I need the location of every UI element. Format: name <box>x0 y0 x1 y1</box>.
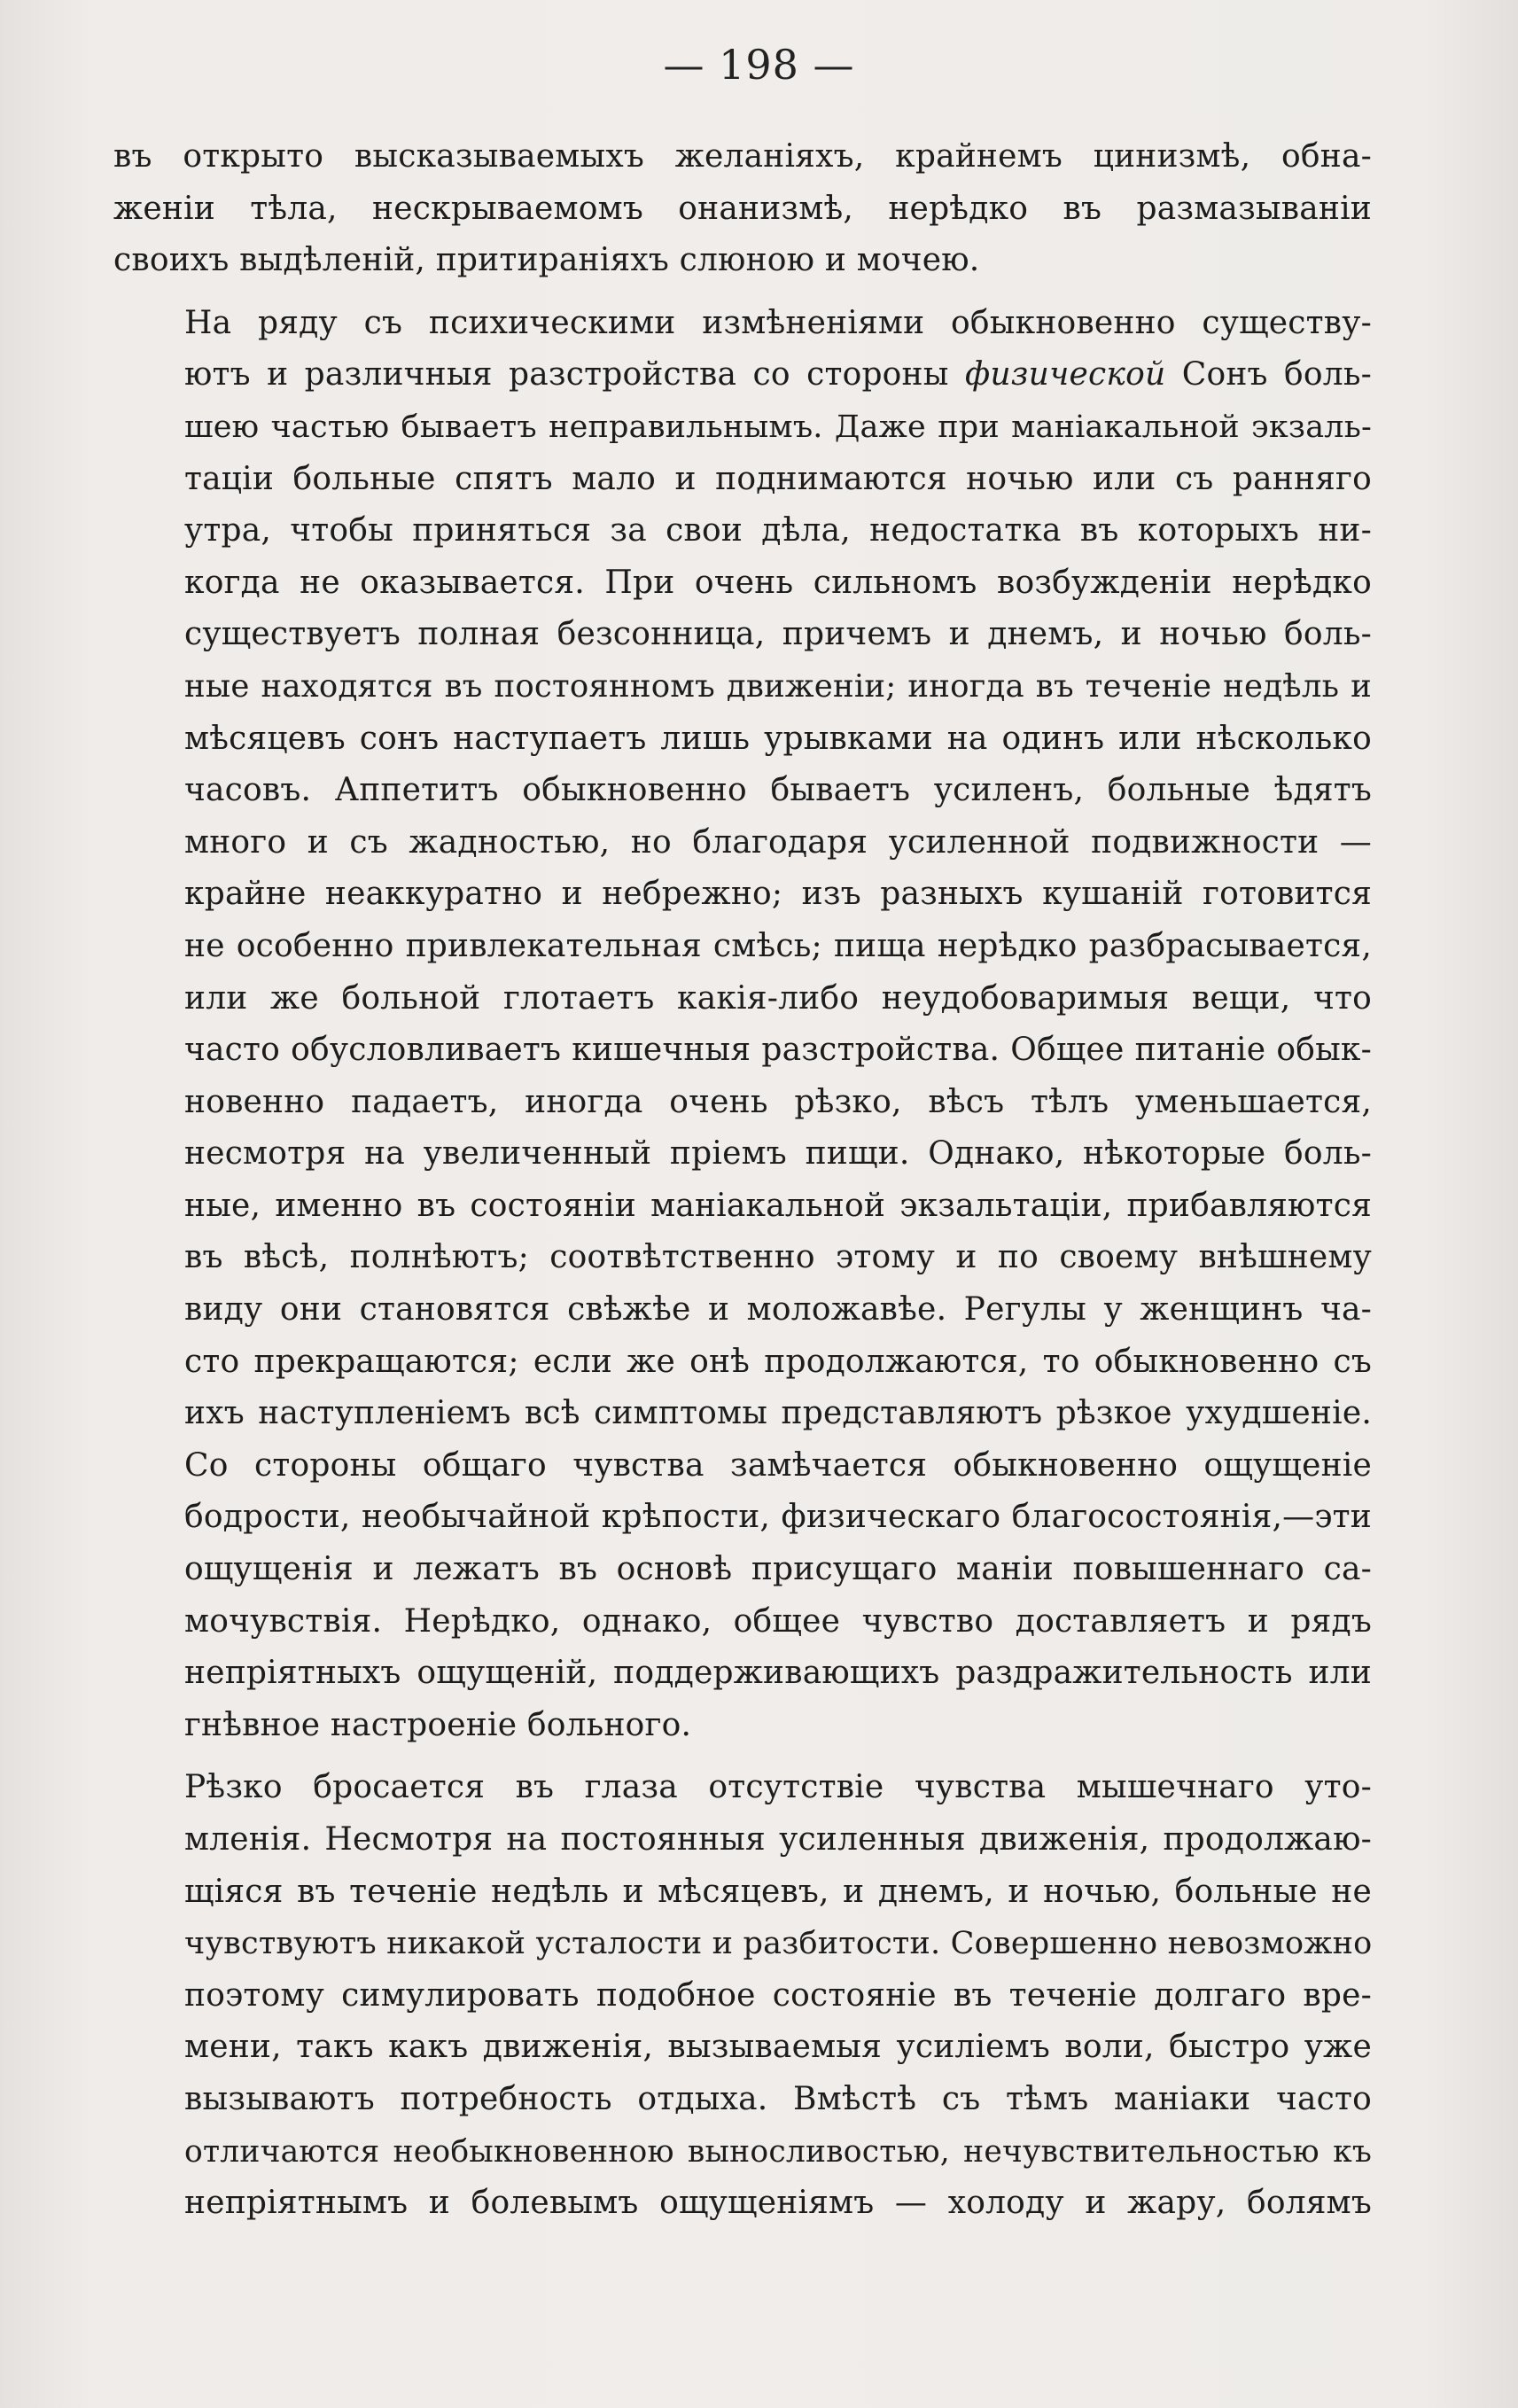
text-line: несмотря на увеличенный пріемъ пищи. Однако, нѣкоторые боль- <box>184 1135 1372 1173</box>
paragraph-1 <box>113 131 1372 287</box>
text-line: въ открыто высказываемыхъ желаніяхъ, крайнемъ цинизмѣ, обна- <box>113 138 1372 175</box>
text-line: утра, чтобы приняться за свои дѣла, недостатка въ которыхъ ни- <box>184 512 1372 549</box>
text-line: ные находятся въ постоянномъ движеніи; иногда въ теченіе недѣль и <box>184 667 1372 705</box>
text-line: таціи больные спятъ мало и поднимаются ночью или съ ранняго <box>184 460 1372 497</box>
text-line: мени, такъ какъ движенія, вызываемыя усиліемъ воли, быстро уже <box>184 2029 1372 2066</box>
text-line: часто обусловливаетъ кишечныя разстройства. Общее питаніе обык- <box>184 1032 1372 1069</box>
body-text <box>113 131 1372 2230</box>
text-line: новенно падаетъ, иногда очень рѣзко, вѣсъ тѣлъ уменьшается, <box>184 1083 1372 1120</box>
text-line: когда не оказывается. При очень сильномъ возбужденіи нерѣдко <box>184 564 1372 601</box>
text-line: мленія. Несмотря на постоянныя усиленныя движенія, продолжаю- <box>184 1821 1372 1858</box>
text-line: ихъ наступленіемъ всѣ симптомы представляютъ рѣзкое ухудшеніе. <box>184 1395 1372 1432</box>
text-line: не особенно привлекательная смѣсь; пища нерѣдко разбрасывается, <box>184 927 1372 964</box>
text-line: чувствуютъ никакой усталости и разбитости. Совершенно невозможно <box>184 1926 1373 1962</box>
paragraph-3 <box>113 1762 1372 2229</box>
text-line: вызываютъ потребность отдыха. Вмѣстѣ съ тѣмъ маніаки часто <box>184 2080 1372 2117</box>
text-line: мочувствія. Нерѣдко, однако, общее чувство доставляетъ и рядъ <box>184 1602 1372 1640</box>
text-line: ютъ и различныя разстройства со стороны физической Сонъ боль- <box>184 356 1372 394</box>
text-line: или же больной глотаетъ какія-либо неудобоваримыя вещи, что <box>184 979 1372 1017</box>
text-line: гнѣвное настроеніе больного. <box>184 1706 692 1743</box>
page-number: — 198 — <box>663 41 855 89</box>
text-line: много и съ жадностью, но благодаря усиленной подвижности — <box>184 823 1372 861</box>
text-line: своихъ выдѣленій, притираніяхъ слюною и мочею. <box>113 242 980 279</box>
text-line: часовъ. Аппетитъ обыкновенно бываетъ усиленъ, больные ѣдятъ <box>184 772 1372 809</box>
text-line: виду они становятся свѣжѣе и моложавѣе. Регулы у женщинъ ча- <box>184 1291 1372 1329</box>
text-line: поэтому симулировать подобное состояніе въ теченіе долгаго вре- <box>184 1976 1372 2014</box>
text-line: отличаются необыкновенною выносливостью, нечувствительностью къ <box>184 2133 1372 2170</box>
text-line: бодрости, необычайной крѣпости, физическаго благосостоянія,—эти <box>184 1499 1372 1536</box>
text-line: крайне неаккуратно и небрежно; изъ разныхъ кушаній готовится <box>184 876 1372 913</box>
text-line: мѣсяцевъ сонъ наступаетъ лишь урывками на одинъ или нѣсколько <box>184 720 1372 757</box>
text-line: На ряду съ психическими измѣненіями обыкновенно существу- <box>184 304 1372 341</box>
text-line: Рѣзко бросается въ глаза отсутствіе чувства мышечнаго уто- <box>184 1769 1372 1806</box>
text-line: непріятныхъ ощущеній, поддерживающихъ раздражительность или <box>184 1655 1372 1692</box>
text-line: женіи тѣла, нескрываемомъ онанизмѣ, нерѣдко въ размазываніи <box>113 190 1372 227</box>
text-line: щіяся въ теченіе недѣль и мѣсяцевъ, и днемъ, и ночью, больные не <box>184 1873 1372 1910</box>
text-line: шею частью бываетъ неправильнымъ. Даже при маніакальной экзаль- <box>184 409 1372 445</box>
text-line: ные, именно въ состояніи маніакальной экзальтаціи, прибавляются <box>184 1187 1372 1224</box>
text-line: Со стороны общаго чувства замѣчается обыкновенно ощущеніе <box>184 1446 1372 1484</box>
text-line: существуетъ полная безсонница, причемъ и днемъ, и ночью боль- <box>184 616 1372 653</box>
italic-word: физической <box>964 356 1166 394</box>
text-line: непріятнымъ и болевымъ ощущеніямъ — холоду и жару, болямъ <box>184 2185 1372 2222</box>
paragraph-2 <box>113 298 1372 1752</box>
text-line: ощущенія и лежатъ въ основѣ присущаго маніи повышеннаго са- <box>184 1551 1372 1588</box>
text-line: въ вѣсѣ, полнѣютъ; соотвѣтственно этому и по своему внѣшнему <box>184 1239 1372 1276</box>
text-line: сто прекращаются; если же онѣ продолжаются, то обыкновенно съ <box>184 1343 1372 1380</box>
